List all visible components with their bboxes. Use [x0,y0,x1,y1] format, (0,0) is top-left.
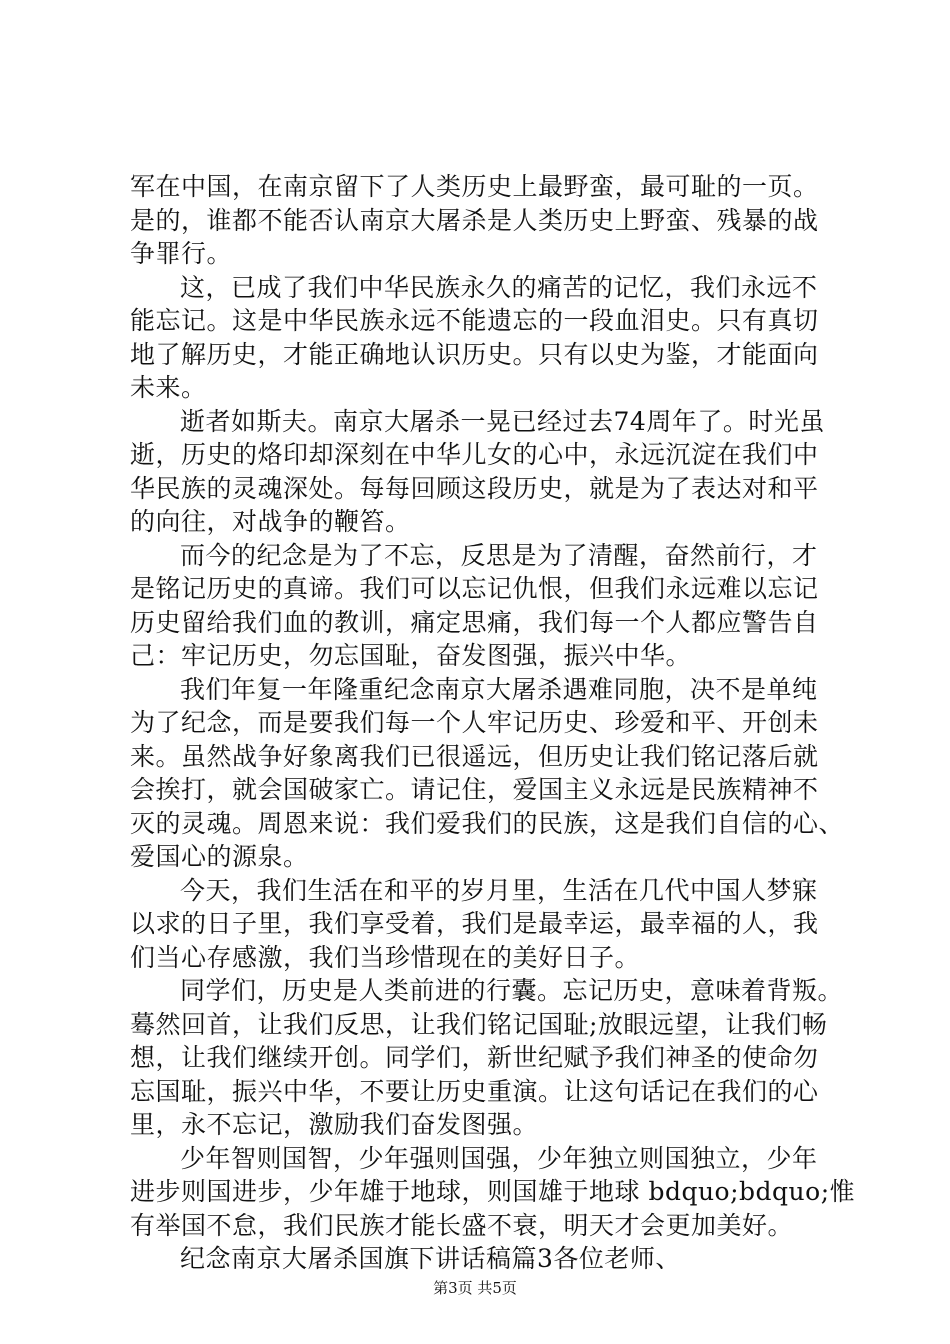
text-line: 进步则国进步，少年雄于地球，则国雄于地球 bdquo;bdquo;惟 [130,1177,856,1206]
paragraph-start-line: 少年智则国智，少年强则国强，少年独立则国独立，少年 [180,1143,818,1173]
text-line: 华民族的灵魂深处。每每回顾这段历史，就是为了表达对和平 [130,473,819,503]
paragraph-start-line: 这，已成了我们中华民族永久的痛苦的记忆，我们永远不 [180,272,818,302]
page-number-footer: 第3页 共5页 [433,1279,517,1297]
text-line: 地了解历史，才能正确地认识历史。只有以史为鉴，才能面向 [130,339,819,369]
paragraph-start-line: 而今的纪念是为了不忘，反思是为了清醒，奋然前行，才 [180,540,818,570]
text-line: 历史留给我们血的教训，痛定思痛，我们每一个人都应警告自 [130,607,819,637]
document-body [130,170,856,1276]
text-line: 来。虽然战争好象离我们已很遥远，但历史让我们铭记落后就 [130,741,819,771]
text-line: 为了纪念，而是要我们每一个人牢记历史、珍爱和平、开创未 [130,708,819,737]
text-line: 军在中国，在南京留下了人类历史上最野蛮，最可耻的一页。 [130,172,819,201]
text-line: 以求的日子里，我们享受着，我们是最幸运，最幸福的人，我 [130,909,819,938]
paragraph-start-line: 同学们，历史是人类前进的行囊。忘记历史，意味着背叛。 [180,976,844,1005]
text-line: 会挨打，就会国破家亡。请记住，爱国主义永远是民族精神不 [130,775,819,804]
text-line: 是的，谁都不能否认南京大屠杀是人类历史上野蛮、残暴的战 [130,205,819,235]
paragraph-start-line: 逝者如斯夫。南京大屠杀一晃已经过去74周年了。时光虽 [180,406,825,436]
text-line: 蓦然回首，让我们反思，让我们铭记国耻;放眼远望，让我们畅 [130,1009,828,1039]
text-line: 有举国不怠，我们民族才能长盛不衰，明天才会更加美好。 [130,1210,794,1240]
text-line: 里，永不忘记，激励我们奋发图强。 [130,1110,539,1139]
text-line: 争罪行。 [130,239,233,268]
paragraph-start-line: 今天，我们生活在和平的岁月里，生活在几代中国人梦寐 [180,875,818,905]
text-line: 想，让我们继续开创。同学们，新世纪赋予我们神圣的使命勿 [130,1043,819,1072]
text-line: 忘国耻，振兴中华，不要让历史重演。让这句话记在我们的心 [130,1076,819,1106]
paragraph-start-line: 纪念南京大屠杀国旗下讲话稿篇3各位老师、 [180,1244,681,1273]
text-line: 未来。 [130,373,207,402]
text-line: 们当心存感激，我们当珍惜现在的美好日子。 [130,942,641,972]
text-line: 己：牢记历史，勿忘国耻，奋发图强，振兴中华。 [130,641,692,670]
paragraph-start-line: 我们年复一年隆重纪念南京大屠杀遇难同胞，决不是单纯 [180,674,818,704]
text-line: 灭的灵魂。周恩来说：我们爱我们的民族，这是我们自信的心、 [130,808,845,838]
text-line: 是铭记历史的真谛。我们可以忘记仇恨，但我们永远难以忘记 [130,574,819,603]
text-line: 能忘记。这是中华民族永远不能遗忘的一段血泪史。只有真切 [130,306,819,335]
text-line: 爱国心的源泉。 [130,842,309,871]
text-line: 逝，历史的烙印却深刻在中华儿女的心中，永远沉淀在我们中 [130,440,819,469]
text-line: 的向往，对战争的鞭笞。 [130,507,411,536]
